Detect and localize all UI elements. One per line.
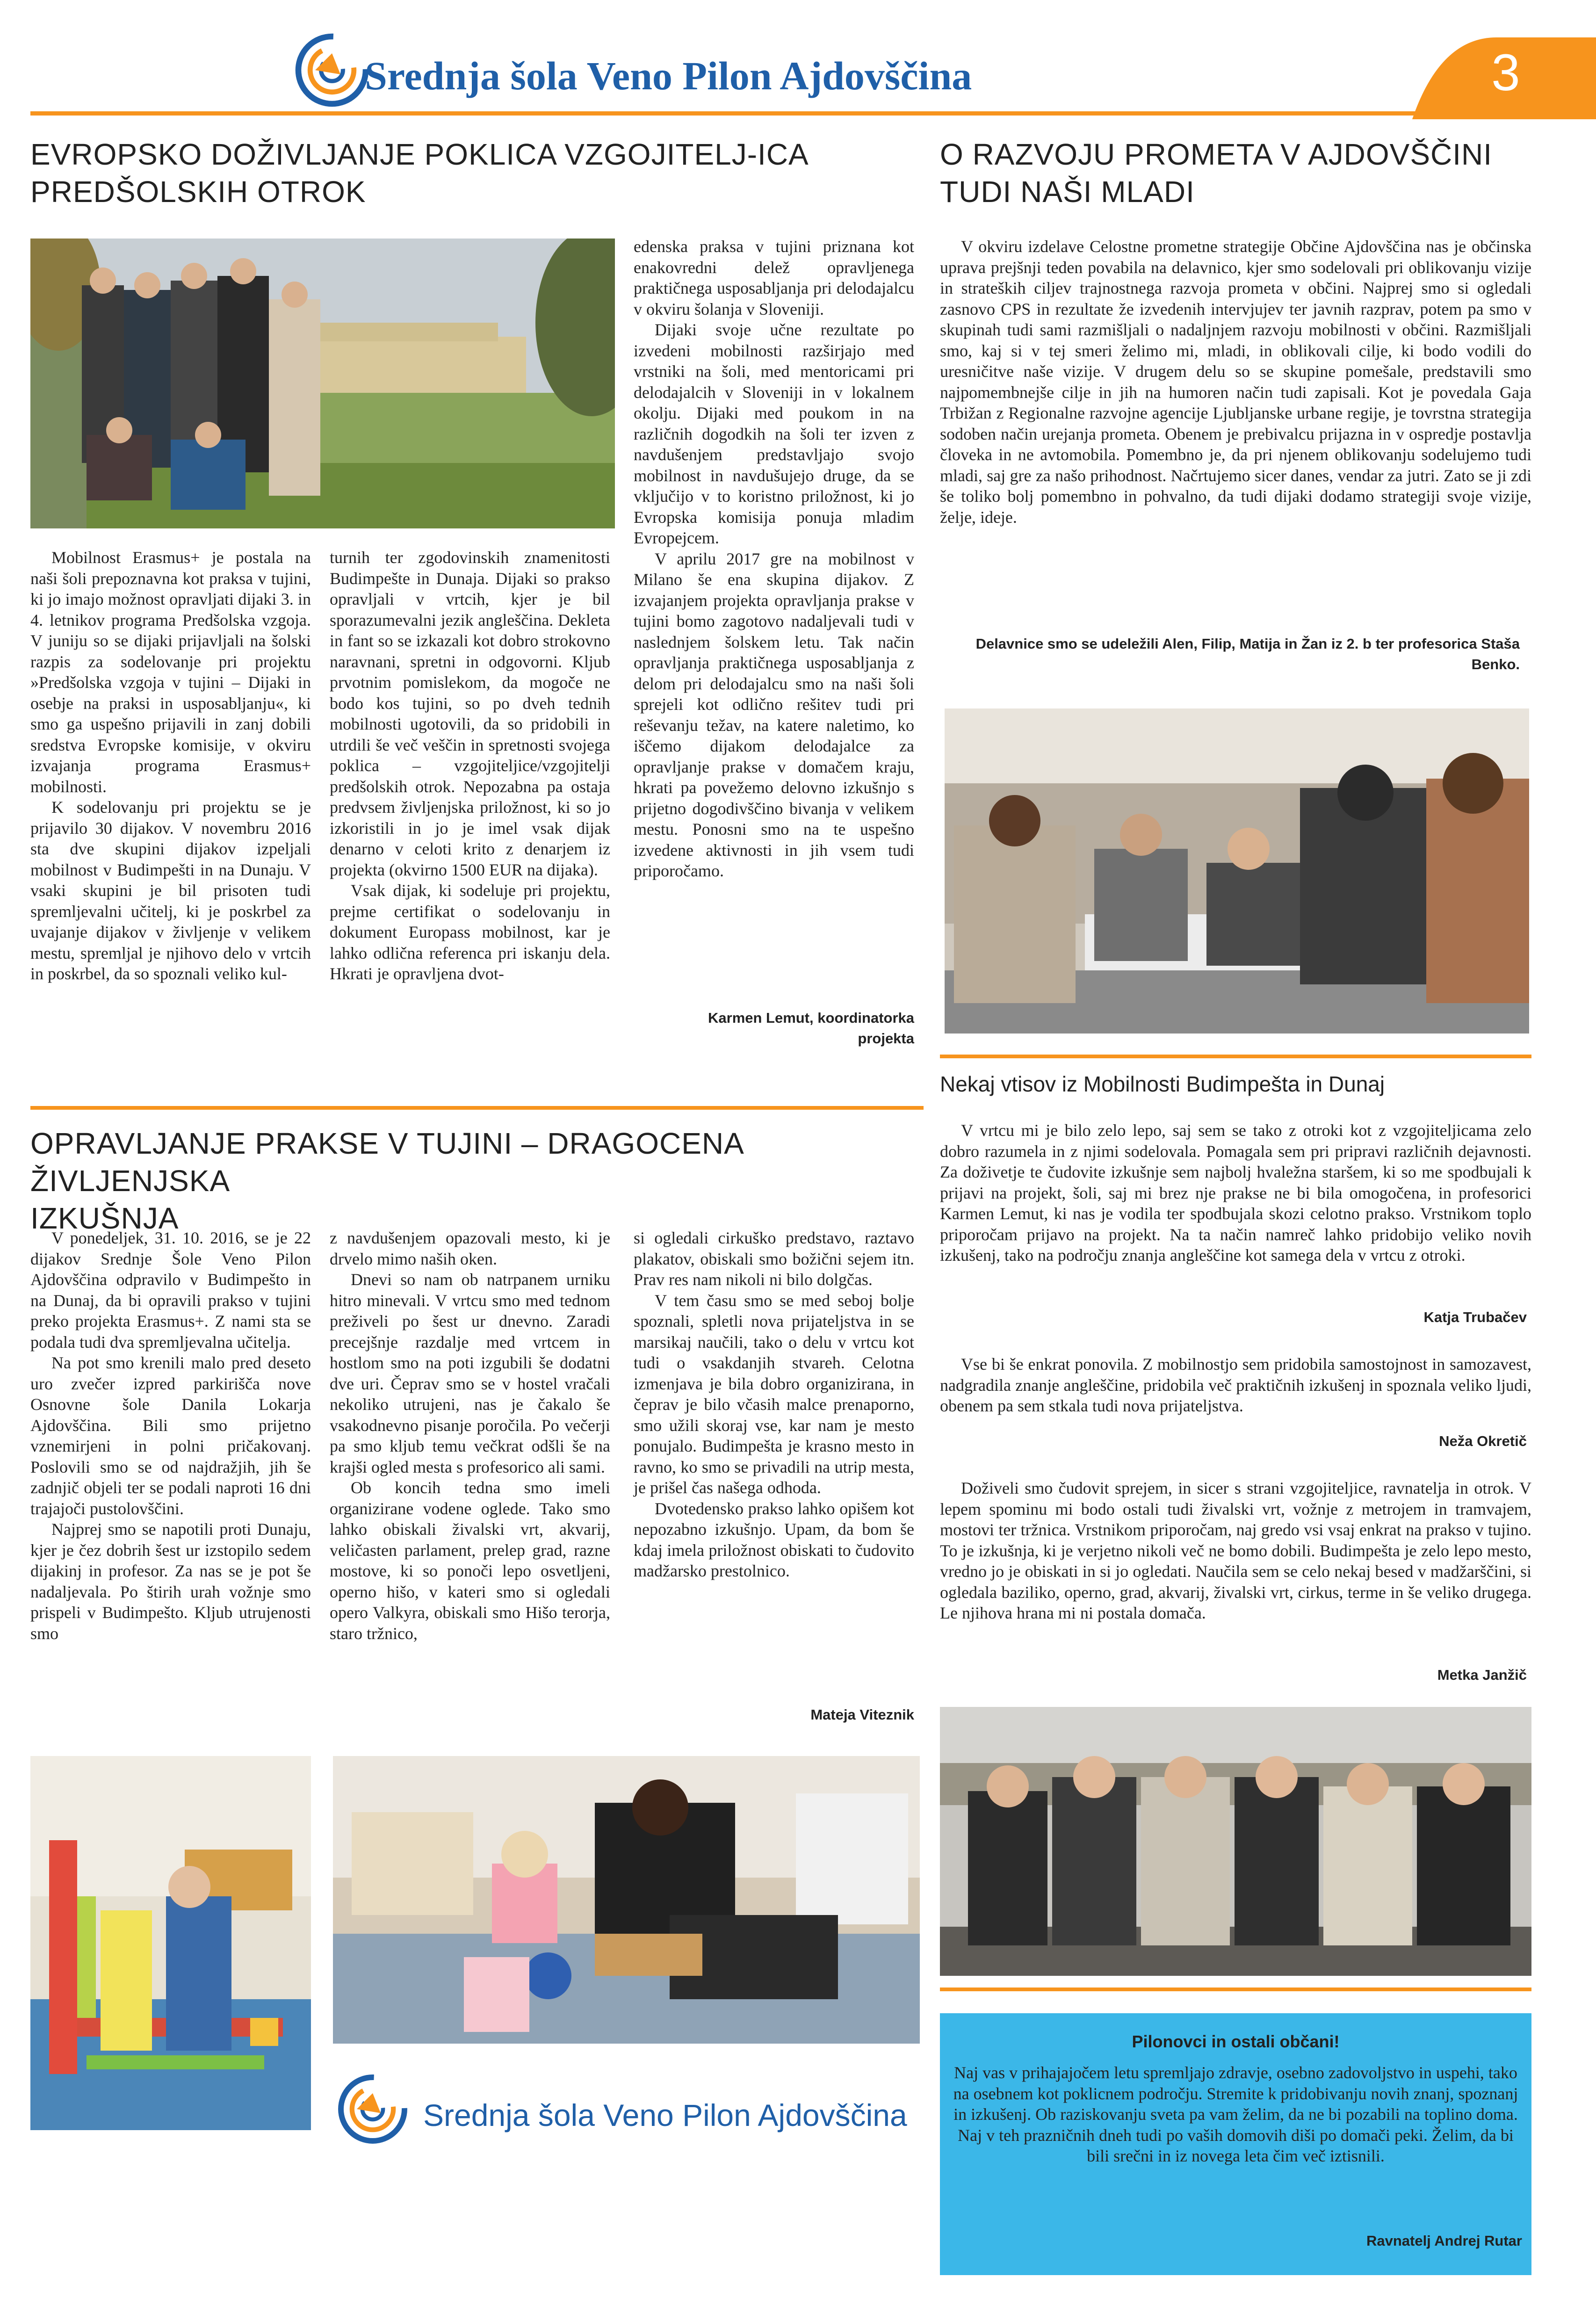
paragraph: Vse bi še enkrat ponovila. Z mobilnostjo sem pridobila samostojnost in samozavest, nadgradila znanje angleščine, pridobila več praktičnih izkušenj in spoznala veliko ljudi, obenem pa sem stkala tudi nova prijateljstva. <box>940 1355 1531 1415</box>
photo-budapest-group <box>940 1707 1531 1976</box>
greeting-title: Pilonovci in ostali občani! <box>1132 2032 1340 2051</box>
page-header <box>0 0 1596 117</box>
article-evropsko-col2 <box>330 547 610 984</box>
paragraph: si ogledali cirkuško predstavo, raztavo plakatov, obiskali smo božični sejem itn. Prav res nam nikoli ni bilo dolgčas. <box>634 1229 914 1289</box>
paragraph: Najprej smo se napotili proti Dunaju, kjer je čez dobrih šest ur izstopilo sedem dijakinj in profesor. Za nas se je pot še nadaljevala. Po štirih urah vožnje smo prispeli v Budimpešto. Kljub utrujenosti smo <box>30 1520 311 1643</box>
signature-praksa: Mateja Viteznik <box>810 1706 914 1723</box>
title-line: EVROPSKO DOŽIVLJANJE POKLICA VZGOJITELJ-ICA <box>30 137 809 171</box>
paragraph: V vrtcu mi je bilo zelo lepo, saj sem se tako z otroki kot z vzgojiteljicama zelo dobro razumela in z njimi sodelovala. Pomagala sem pri pripravi različnih dejavnosti. Za doživetje te čudovite izkušnje sem najbolj hvaležna staršem, ki so me spodbujali k prijavi na projekt, šoli, saj mi brez nje prakse ne bi bila omogočena, in profesorici Karmen Lemut, ki nas je vodila ter spodbujala skozi celotno prakso. Vrstnikom toplo priporočam prijavo na projekt. Na ta način namreč lahko pridobijo veliko novih izkušenj, tako na področju znanja angleščine kot samega dela v vrtcu z otroki. <box>940 1121 1531 1265</box>
article-praksa-col2 <box>330 1228 610 1644</box>
author-katja: Katja Trubačev <box>1423 1309 1527 1325</box>
article-title-promet <box>940 136 1567 210</box>
header-rule <box>30 111 1485 116</box>
signature-evropsko <box>634 1008 914 1049</box>
author-metka: Metka Janžič <box>1437 1667 1527 1683</box>
title-line: OPRAVLJANJE PRAKSE V TUJINI – DRAGOCENA ŽIVLJENJSKA <box>30 1127 743 1198</box>
quote-metka <box>940 1478 1531 1624</box>
paragraph: Doživeli smo čudovit sprejem, in sicer s strani vzgojiteljice, ravnatelja in otrok. V lepem spominu mi bodo ostali tudi živalski vrt, vožnje z metrojem in tramvajem, mostovi ter tržnica. Vrstnikom priporočam, naj gredo vsi vsaj enkrat na prakso v tujino. To je izkušnja, ki je verjetno nikoli več ne bomo dobili. Budimpešta je zelo lepo mesto, vredno jo je obiskati in si jo ogledati. Naučila sem se celo nekaj besed v madžarščini, si ogledala baziliko, operno, grad, akvarij, živalski vrt, cirkus, terme in še veliko drugega. Le njihova hrana mi ni postala domača. <box>940 1479 1531 1622</box>
paragraph: Vsak dijak, ki sodeluje pri projektu, prejme certifikat o sodelovanju in dokument Europass mobilnost, kar je lahko odlična referenca pri iskanju dela. Hkrati je opravljena dvot- <box>330 881 610 983</box>
paragraph: z navdušenjem opazovali mesto, ki je drvelo mimo naših oken. <box>330 1229 610 1268</box>
swirl-logo-icon <box>290 28 374 112</box>
photo-teacher-kids <box>333 1756 920 2044</box>
article-praksa-col3 <box>634 1228 914 1582</box>
paragraph: V okviru izdelave Celostne prometne strategije Občine Ajdovščina nas je občinska uprava prejšnji teden povabila na delavnico, kjer smo sodelovali pri oblikovanju vizije in strateških ciljev trajnostnega razvoja prometa v občini. Najprej smo si ogledali zasnovo CPS in rezultate že izvedenih intervjujev ter javnih razprav, potem pa smo v skupinah tudi sami razmišljali o nadaljnjem razvoju mobilnosti v občini. Razmišljali smo, kaj si v tej smeri želimo mi, mladi, in oblikovali cilje, ki bodo vodili do uresničitve naše vizije. V drugem delu so se skupine pomešale, predstavili smo najpomembnejše cilje in jih na humoren način tudi zapisali. Kot je povedala Gaja Trbižan z Regionalne razvojne agencije Ljubljanske urbane regije, je tovrstna strategija sodoben način urejanja prometa. Obenem je prebivalcu prijazna in v ospredje postavlja človeka in ne avtomobila. Pomembno je, da pri njenem oblikovanju sodelujemo tudi mladi, saj gre za našo prihodnost. Načrtujemo sicer danes, vendar za jutri. Zato se ji zdi še toliko bolj pomembno in pohvalno, da tudi dijaki dodamo strategiji svoje vizije, želje, ideje. <box>940 237 1531 527</box>
paragraph: Dijaki svoje učne rezultate po izvedeni mobilnosti razširjajo med vrstniki na šoli, med mentoricami pri delodajalcih v Sloveniji in v lokalnem okolju. Dijaki med poukom in na različnih dogodkih na šoli ter izven z navdušenjem predstavljajo svojo mobilnost in navdušujejo druge, da se vključijo v to koristno priložnost, ki jo Evropska komisija ponuja mladim Evropejcem. <box>634 320 914 547</box>
paragraph: Dvotedensko prakso lahko opišem kot nepozabno izkušnjo. Upam, da bom še kdaj imela priložnost obiskati to čudovito madžarsko prestolnico. <box>634 1499 914 1580</box>
title-line: PREDŠOLSKIH OTROK <box>30 175 366 209</box>
paragraph: Ob koncih tedna smo imeli organizirane vodene oglede. Tako smo lahko obiskali živalski vrt, akvarij, veličasten parlament, prelep grad, razne mostove, ki so ponoči lepo osvetljeni, operno hišo, v kateri smo si ogledali opero Valkyra, obiskali smo Hišo terorja, staro tržnico, <box>330 1478 610 1643</box>
greeting-signature: Ravnatelj Andrej Rutar <box>1366 2233 1522 2249</box>
paragraph: Naj vas v prihajajočem letu spremljajo zdravje, osebno zadovoljstvo in uspehi, tako na osebnem kot poklicnem področju. Stremite k pridobivanju novih znanj, spoznanj in izkušenj. Ob raziskovanju sveta pa vam želim, da ne bi pozabili na toplino doma. Naj v teh prazničnih dneh tudi po vaših domovih diši po domači peki. Želim, da bi bili srečni in iz novega leta čim več iztisnili. <box>953 2063 1518 2165</box>
divider-box <box>940 1988 1531 1991</box>
signature-line: projekta <box>858 1030 914 1047</box>
photo-schonbrunn-group <box>30 239 615 528</box>
paragraph: V aprilu 2017 gre na mobilnost v Milano še ena skupina dijakov. Z izvajanjem projekta opravljanja prakse v tujini bomo zagotovo nadaljevali tudi v naslednjem šolskem letu. Tak način opravljanja praktičnega usposabljanja z delom pri delodajalcu smo na naši šoli sprejeli kot odlično rešitev tudi pri reševanju težav, na katere naletimo, ko iščemo dijakom delodajalce za opravljanje prakse v domačem kraju, hkrati pa povežemo delovno izkušnjo s prijetno dogodivščino bivanja v velikem mestu. Ponosni smo na te uspešno izvedene aktivnosti in jih vsem tudi priporočamo. <box>634 549 914 880</box>
paragraph: V ponedeljek, 31. 10. 2016, se je 22 dijakov Srednje Šole Veno Pilon Ajdovščina odpravilo v Budimpešto in na Dunaj, da bi opravili prakso v tujini preko projekta Erasmus+. Z nami sta se podala tudi dva spremljevalna učitelja. <box>30 1229 311 1352</box>
article-praksa-col1 <box>30 1228 311 1644</box>
caption-line: Delavnice smo se udeležili Alen, Filip, Matija in Žan iz 2. b ter profesorica Staša <box>975 636 1520 652</box>
divider-left <box>30 1106 924 1110</box>
page-number: 3 <box>1491 44 1520 101</box>
photo-kids-building <box>30 1756 311 2130</box>
header-school-name: Srednja šola Veno Pilon Ajdovščina <box>365 53 972 98</box>
quote-neza <box>940 1354 1531 1417</box>
paragraph: Na pot smo krenili malo pred deseto uro zvečer izpred parkirišča nove Osnovne šole Danila Lokarja Ajdovščina. Bili smo prijetno vznemirjeni in polni pričakovanj. Poslovili smo se od najdražjih, jih še zadnjič objeli ter se podali naproti 16 dni trajajoči pustolovščini. <box>30 1353 311 1518</box>
photo-workshop <box>945 708 1529 1034</box>
article-title-vtisi: Nekaj vtisov iz Mobilnosti Budimpešta in Dunaj <box>940 1072 1385 1096</box>
paragraph: V tem času smo se med seboj bolje spoznali, spletli nova prijateljstva in se marsikaj naučili, tako o delu v vrtcu kot tudi o vsakdanjih stvareh. Celotna izmenjava je bila dobro organizirana, in čeprav je bilo včasih malce prenaporno, smo užili skoraj vse, kar nam je mesto ponujalo. Budimpešta je krasno mesto in ravno, ko smo se privadili na utrip mesta, je prišel čas našega odhoda. <box>634 1291 914 1497</box>
paragraph: edenska praksa v tujini priznana kot enakovredni delež opravljenega praktičnega usposabljanja pri delodajalcu v okviru šolanja v Sloveniji. <box>634 237 914 318</box>
title-line: TUDI NAŠI MLADI <box>940 175 1195 209</box>
article-evropsko-col1 <box>30 547 311 984</box>
author-neza: Neža Okretič <box>1439 1433 1527 1449</box>
caption-promet <box>940 634 1520 675</box>
article-title-evropsko <box>30 136 928 210</box>
caption-line: Benko. <box>1471 656 1520 672</box>
article-title-praksa <box>30 1125 928 1237</box>
title-line: IZKUŠNJA <box>30 1201 179 1235</box>
paragraph: Mobilnost Erasmus+ je postala na naši šoli prepoznavna kot praksa v tujini, ki jo imajo možnost opravljati dijaki 3. in 4. letnikov programa Predšolska vzgoja. V juniju so se dijaki prijavljali na šolski razpis za sodelovanje pri projektu »Predšolska vzgoja v tujini – Dijaki in osebje na praksi in usposabljanju«, ki smo ga uspešno prijavili in zanj dobili sredstva Evropske komisije, v okviru izvajanja programa Erasmus+ mobilnosti. <box>30 548 311 796</box>
greeting-body <box>947 2062 1524 2167</box>
article-promet-body <box>940 236 1531 528</box>
footer-school-name: Srednja šola Veno Pilon Ajdovščina <box>423 2098 907 2132</box>
paragraph: Dnevi so nam ob natrpanem urniku hitro minevali. V vrtcu smo med tednom preživeli po šest ur dnevno. Zaradi precejšnje razdalje med vrtcem in hostlom smo na poti izgubili še dodatni dve uri. Čeprav smo se v hostel vračali nekoliko utrujeni, nas je čakalo še vsakodnevno pisanje poročila. Po večerji pa smo kljub temu večkrat odšli še na krajši ogled mesta s profesorico ali sami. <box>330 1270 610 1476</box>
swirl-logo-icon <box>333 2069 412 2149</box>
article-evropsko-col3 <box>634 236 914 882</box>
paragraph: K sodelovanju pri projektu se je prijavilo 30 dijakov. V novembru 2016 sta dve skupini dijakov izpeljali mobilnost v Budimpešti in na Dunaju. V vsaki skupini je bil prisoten tudi spremljevalni učitelj, ki je poskrbel za uvajanje dijakov v življenje v velikem mestu, spremljal je njihovo delo v vrtcih in poskrbel, da so spoznali veliko kul- <box>30 798 311 983</box>
title-line: O RAZVOJU PROMETA V AJDOVŠČINI <box>940 137 1492 171</box>
quote-katja <box>940 1120 1531 1266</box>
paragraph: turnih ter zgodovinskih znamenitosti Budimpešte in Dunaja. Dijaki so prakso opravljali v vrtcih, kjer je bil sporazumevalni jezik angleščina. Dekleta in fant so se izkazali kot dobro strokovno naravnani, spretni in odgovorni. Kljub prvotnim pomislekom, da mogoče ne bodo kos tujini, so po dveh tednih mobilnosti ugotovili, da so pridobili in utrdili še več veščin in spretnosti svojega poklica – vzgojiteljice/vzgojitelji predšolskih otrok. Nepozabna pa ostaja predvsem življenjska priložnost, ki so jo izkoristili in jo je imel vsak dijak denarno v celoti krito z denarjem iz projekta (okvirno 1500 EUR na dijaka). <box>330 548 610 879</box>
divider-right <box>940 1055 1531 1058</box>
signature-line: Karmen Lemut, koordinatorka <box>708 1010 914 1026</box>
